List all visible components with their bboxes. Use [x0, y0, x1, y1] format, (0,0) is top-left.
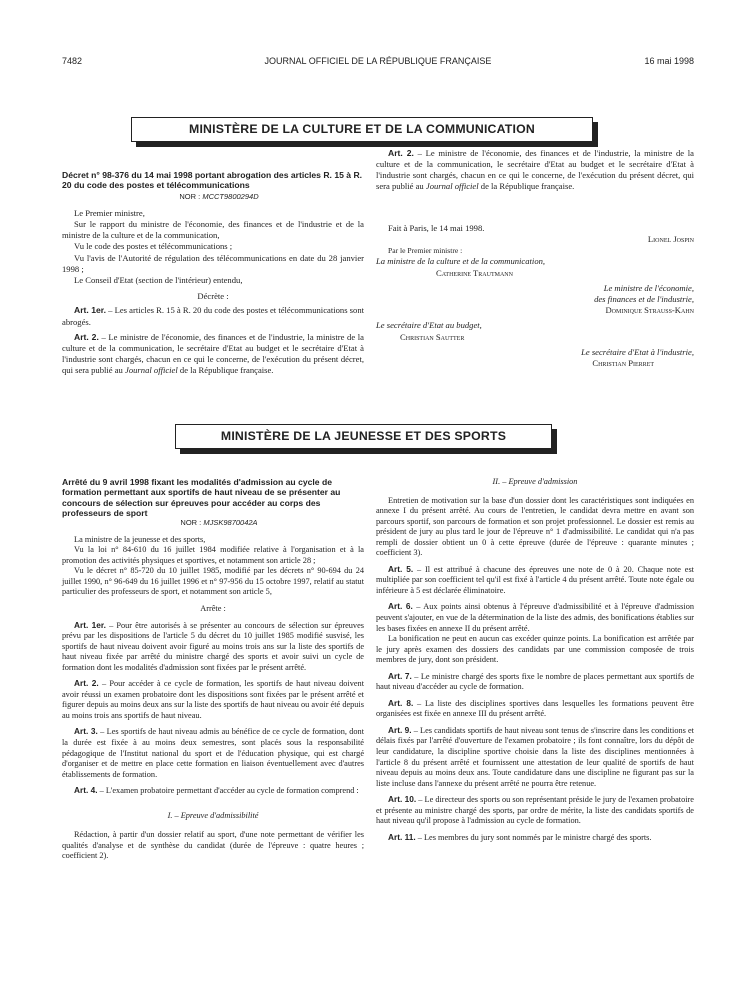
- arrete-article-10: [376, 794, 694, 827]
- article-label: Art. 2.: [388, 147, 414, 158]
- article-label: Art. 7.: [388, 670, 412, 681]
- article-text: – Les sportifs de haut niveau admis au bénéfice de ce cycle de formation, dont la durée est fixée à au moins deux semestres, sont placés sous la responsabilité pédagogique de l'Institut national du sport et de l'éducation physique, qui est chargé d'organiser et de mettre en place cette formation en liaison éventuellement avec d'autres établissements de formation.: [62, 727, 365, 779]
- arrete-right-column: [376, 477, 694, 843]
- arrete-article-3: [62, 726, 364, 780]
- ministry-heading-culture-text: MINISTÈRE DE LA CULTURE ET DE LA COMMUNICATION: [189, 122, 535, 136]
- article-text: – Les articles R. 15 à R. 20 du code des postes et télécommunications sont abrogés.: [62, 305, 365, 327]
- article-label: Art. 3.: [74, 726, 98, 737]
- arrete-article-9: [376, 725, 694, 789]
- ministry-heading-culture: [131, 117, 593, 142]
- decret-article-2: [62, 331, 364, 376]
- nor-label: NOR :: [179, 191, 201, 201]
- article-label: Art. 10.: [388, 794, 417, 805]
- signature-role: Le secrétaire d'Etat à l'industrie,: [581, 346, 694, 357]
- arrete-para: Vu le décret n° 85-720 du 10 juillet 1985, modifié par les décrets n° 90-694 du 24 juillet 1990, n° 96-649 du 16 juillet 1996 et n° 97-956 du 15 octobre 1997, relatif au statut particulier des professeurs de sport, et notamment son article 5,: [62, 566, 364, 597]
- decret-para: Le Premier ministre,: [74, 207, 145, 218]
- article-text: – Le ministre de l'économie, des finances et de l'industrie, la ministre de la culture et de la communication, le secrétaire d'Etat au budget et le secrétaire d'Etat à l'industrie sont chargés, chacun en ce qui le concerne, de l'exécution du présent décret, qui sera publié au: [62, 331, 364, 376]
- nor-code: MJSK9870042A: [203, 518, 258, 528]
- issue-date: 16 mai 1998: [644, 56, 694, 66]
- nor-label: NOR :: [180, 518, 202, 528]
- article-label: Art. 9.: [388, 724, 412, 735]
- article-text-end: de la République française.: [478, 181, 575, 192]
- ministry-heading-jeunesse-text: MINISTÈRE DE LA JEUNESSE ET DES SPORTS: [220, 429, 507, 443]
- article-text: – Pour accéder à ce cycle de formation, les sportifs de haut niveau doivent avoir réussi un examen probatoire dont les dispositions sont fixées par le présent arrêté et figurer depuis au moins deux ans sur la liste des sportifs de haut niveau ou avoir été depuis au moins trois ans sportifs de haut niveau.: [62, 679, 364, 720]
- article-6-paragraph-2: La bonification ne peut en aucun cas excéder quinze points. La bonification est arrêtée par le jury après examen des dossiers des candidats par une commission composée de trois membres de jury, dont son président.: [376, 634, 694, 665]
- article-text: – Aux points ainsi obtenus à l'épreuve d'admissibilité et à l'épreuve d'admission peuvent s'ajouter, en vue de la détermination de la liste des admis, des bonifications établies sur les bases fixées en annexe II du présent arrêté.: [376, 602, 694, 633]
- article-label: Art. 1er.: [74, 619, 106, 630]
- journal-ref: Journal officiel: [425, 181, 479, 192]
- article-label: Art. 8.: [388, 697, 414, 708]
- arrete-article-6: [376, 601, 694, 634]
- article-label: Art. 6.: [388, 601, 413, 612]
- arrete-article-1: [62, 620, 364, 674]
- article-text: – Pour être autorisés à se présenter au concours de sélection sur épreuves prévu par les dispositions de l'article 5 du décret du 10 juillet 1985 modifié susvisé, les sportifs de haut niveau doivent avoir figuré au moins trois ans sur la liste des sportifs de haut niveau fixée par arrêté du ministre chargé des sports et avoir suivi un cycle de formation dont les modalités d'admission sont fixées par le présent arrêté.: [62, 620, 364, 672]
- article-label: Art. 2.: [74, 331, 99, 342]
- article-text: – Le directeur des sports ou son représentant préside le jury de l'examen probatoire et présente au ministre chargé des sports, par ordre de mérite, la liste des candidats sportifs de haut niveau qu'il propose à l'admission au cycle de formation.: [376, 795, 694, 826]
- arrete-para: La ministre de la jeunesse et des sports,: [74, 534, 206, 544]
- signature-name: Dominique Strauss-Kahn: [605, 305, 694, 316]
- decret-title: Décret n° 98-376 du 14 mai 1998 portant abrogation des articles R. 15 à R. 20 du code des postes et télécommunications: [62, 170, 363, 191]
- ministry-heading-jeunesse: [175, 424, 552, 449]
- journal-ref: Journal officiel: [125, 365, 178, 376]
- section-heading-admissibilite: I. – Epreuve d'admissibilité: [167, 810, 259, 820]
- arrete-article-4: [62, 785, 364, 797]
- article-text: – Il est attribué à chacune des épreuves une note de 0 à 20. Chaque note est multipliée par son coefficient tel qu'il est fixé à l'article 4 du présent arrêté. Toute note égale ou inférieure à 5 est déclarée éliminatoire.: [376, 564, 694, 595]
- arrete-article-7: [376, 671, 694, 693]
- signature-role: La ministre de la culture et de la communication,: [376, 256, 546, 267]
- section-paragraph: Entretien de motivation sur la base d'un dossier dont les caractéristiques sont indiquées en annexe I du présent arrêté. Au cours de l'entretien, le candidat devra mettre en avant son parcours sportif, son parcours de formation et son projet professionnel. Le dossier est remis au président de jury au plus tard le jour de l'épreuve n° 1 d'admissibilité. Le candidat qui n'a pas rempli de dossier obtient un 0 à cette épreuve (durée de l'épreuve : quarante minutes ; coefficient 3).: [376, 495, 694, 558]
- article-text: – Le ministre de l'économie, des finances et de l'industrie, la ministre de la culture et de la communication, le secrétaire d'Etat au budget et le secrétaire d'Etat à l'industrie sont chargés, chacun en ce qui le concerne, de l'exécution du présent décret, qui sera publié au: [376, 147, 694, 192]
- continued-text: [376, 148, 694, 193]
- article-label: Art. 2.: [74, 678, 99, 689]
- article-text-end: de la République française.: [177, 365, 274, 376]
- page-header: [62, 56, 694, 70]
- article-label: Art. 1er.: [74, 305, 107, 316]
- signature-role: des finances et de l'industrie,: [594, 294, 694, 305]
- arrete-title: Arrêté du 9 avril 1998 fixant les modalités d'admission au cycle de formation permettant aux sportifs de haut niveau de se présenter au concours de sélection sur épreuves pour accéder au corps des professeurs de sport: [62, 477, 341, 518]
- decret-para: Vu l'avis de l'Autorité de régulation des télécommunications en date du 28 janvier 1998 ;: [62, 252, 364, 274]
- article-text: – La liste des disciplines sportives dans lesquelles les formations peuvent être organisées est fixée en annexe III du présent arrêté.: [376, 698, 694, 719]
- decret-right-column: [376, 147, 694, 369]
- signature-role: Le secrétaire d'Etat au budget,: [376, 320, 482, 331]
- article-text: – Les candidats sportifs de haut niveau sont tenus de s'inscrire dans les conditions et délais fixés par l'arrêté d'ouverture de l'examen probatoire ; ils font connaître, lors du dépôt de leur candidature, la discipline sportive choisie dans la liste des disciplines mentionnées à l'article 8 du présent arrêté et fournissent une attestation de leur qualité de sportifs de haut niveau depuis au moins deux ans. Toute candidature dans une discipline ne figurant pas sur la liste incluse dans l'annexe du présent arrêté ne pourra être retenue.: [376, 725, 694, 788]
- decret-article-1: [62, 305, 364, 327]
- journal-title: JOURNAL OFFICIEL DE LA RÉPUBLIQUE FRANÇAISE: [264, 56, 492, 66]
- arrete-article-2: [62, 678, 364, 721]
- fait-a-paris: Fait à Paris, le 14 mai 1998.: [388, 222, 485, 233]
- signature-role: Le ministre de l'économie,: [603, 282, 694, 293]
- signature-name: Christian Pierret: [592, 358, 654, 369]
- section-heading-admission: II. – Epreuve d'admission: [492, 477, 578, 486]
- section-paragraph: Rédaction, à partir d'un dossier relatif au sport, d'une note permettant de vérifier les qualités d'analyse et de synthèse du candidat (durée de l'épreuve : quatre heures ; coefficient 2).: [62, 830, 364, 861]
- article-label: Art. 4.: [74, 785, 98, 796]
- decret-para: Vu le code des postes et télécommunications ;: [74, 241, 233, 252]
- signature-name: Catherine Trautmann: [436, 267, 513, 278]
- article-text: – Les membres du jury sont nommés par le ministre chargé des sports.: [415, 832, 652, 842]
- arrete-nor: [62, 518, 364, 529]
- par-le-premier-ministre: Par le Premier ministre :: [388, 246, 463, 256]
- arrete-para: Vu la loi n° 84-610 du 16 juillet 1984 modifiée relative à l'organisation et à la promotion des activités physiques et sportives, et notamment son article 28 ;: [62, 545, 364, 565]
- page-number: 7482: [62, 56, 83, 66]
- decret-para: Le Conseil d'Etat (section de l'intérieur) entendu,: [74, 275, 243, 286]
- signature-pm: Lionel Jospin: [647, 234, 694, 244]
- article-label: Art. 5.: [388, 563, 414, 574]
- arrete-article-5: [376, 564, 694, 597]
- arrete-word: Arrête :: [200, 604, 226, 614]
- article-label: Art. 11.: [388, 831, 416, 842]
- article-text: – L'examen probatoire permettant d'accéder au cycle de formation comprend :: [97, 786, 359, 796]
- nor-code: MCCT9800294D: [202, 191, 259, 201]
- decret-continuation: [376, 147, 694, 215]
- arrete-article-8: [376, 698, 694, 720]
- arrete-left-column: [62, 477, 364, 862]
- arrete-article-11: [376, 832, 694, 844]
- signature-name: Christian Sautter: [400, 331, 465, 342]
- article-text: – Le ministre chargé des sports fixe le nombre de places permettant aux sportifs de haut niveau d'accéder au cycle de formation.: [376, 671, 695, 692]
- decret-para: Sur le rapport du ministre de l'économie, des finances et de l'industrie et de la ministre de la culture et de la communication,: [62, 219, 364, 241]
- decret-nor: [62, 191, 364, 202]
- decrete-word: Décrète :: [197, 291, 229, 302]
- decret-left-column: [62, 170, 365, 376]
